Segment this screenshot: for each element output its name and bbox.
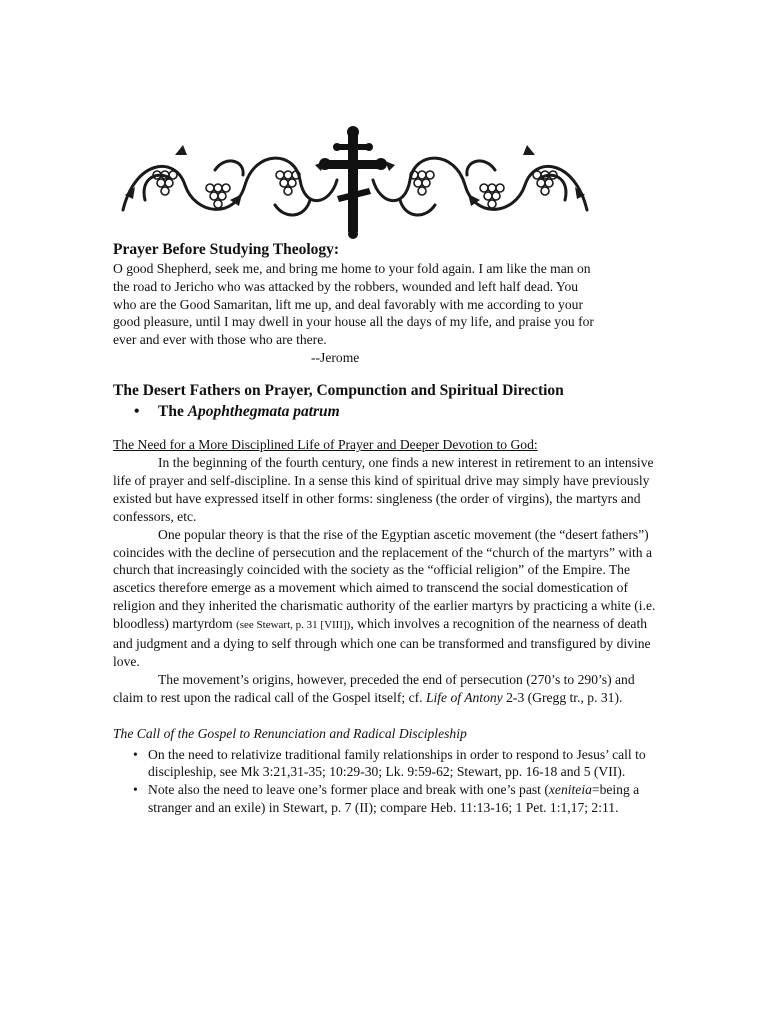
prayer-attribution: --Jerome (311, 349, 360, 365)
bullet-icon: • (134, 402, 140, 420)
prayer-title: Prayer Before Studying Theology: (113, 241, 340, 258)
bullet-icon: • (133, 782, 138, 798)
paragraph-3-italic: Life of Antony (425, 689, 503, 705)
document-page (113, 100, 658, 817)
section-title: The Desert Fathers on Prayer, Compunction and Spiritual Direction (113, 381, 564, 399)
prayer-line: ever and ever with those who are there. (113, 332, 327, 348)
paragraph-3 (113, 671, 658, 707)
paragraph-2 (113, 526, 658, 671)
paragraph-3-text: The movement’s origins, however, preceded the end of persecution (270’s to 290’s) and claim to rest upon the radical call of the Gospel itself; cf. (113, 671, 635, 705)
section-bullet (113, 401, 658, 423)
prayer-line: O good Shepherd, seek me, and bring me home to your fold again. I am like the man on (113, 261, 591, 276)
list-item (113, 781, 658, 817)
prayer-line: the road to Jericho who was attacked by the robbers, wounded and left half dead. You (113, 278, 579, 294)
banner (115, 100, 595, 240)
prayer-line: good pleasure, until I may dwell in your house all the days of my life, and praise you for (113, 314, 594, 330)
list-item-text-end: =being a stranger and an exile) in Stewart, p. 7 (II); compare Heb. 11:13-16; 1 Pet. 1:1,17; 2:11. (148, 782, 640, 816)
list-item-text: On the need to relativize traditional family relationships in order to respond to Jesus’ call to discipleship, see Mk 3:21,31-35; 10:29-30; Lk. 9:59-62; Stewart, pp. 16-18 and 5 (VII). (148, 746, 646, 780)
bullet-icon: • (133, 746, 138, 762)
prayer-body (113, 260, 658, 349)
list-item-text: Note also the need to leave one’s former place and break with one’s past ( (148, 782, 549, 798)
call-heading: The Call of the Gospel to Renunciation and Radical Discipleship (113, 725, 467, 741)
paragraph-2-text-end: , which involves a recognition of the nearness of death and judgment and a dying to self through which one can be transformed and transfigured by divine love. (113, 616, 651, 669)
call-list (113, 746, 658, 817)
need-heading: The Need for a More Disciplined Life of Prayer and Deeper Devotion to God: (113, 436, 538, 452)
list-item (113, 746, 658, 782)
list-item-italic: xeniteia (548, 782, 592, 798)
paragraph-3-text-end: 2-3 (Gregg tr., p. 31). (502, 689, 623, 705)
bullet-prefix: The (158, 402, 188, 420)
paragraph-2-citation: (see Stewart, p. 31 [VIII]) (236, 619, 351, 632)
paragraph-2-text: One popular theory is that the rise of the Egyptian ascetic movement (the “desert fathers”) coincides with the decline of persecution and the replacement of the “church of the martyrs” with a church that increasingly coincided with the society as the “official religion” of the Empire. The ascetics therefore emerge as a movement which aimed to transcend the social domestication of religion and they inherited the charismatic authority of the earlier martyrs by practicing a white (i.e. bloodless) martyrdom (113, 526, 656, 632)
bullet-italic-title: Apophthegmata patrum (187, 402, 340, 420)
orthodox-cross-ornament-icon (115, 100, 595, 240)
prayer-line: who are the Good Samaritan, lift me up, and deal favorably with me according to your (113, 296, 583, 312)
paragraph-1: In the beginning of the fourth century, one finds a new interest in retirement to an intensive life of prayer and self-discipline. In a sense this kind of spiritual drive may simply have previously existed but have expressed itself in other forms: singleness (the order of virgins), the martyrs and confessors, etc. (113, 454, 654, 524)
